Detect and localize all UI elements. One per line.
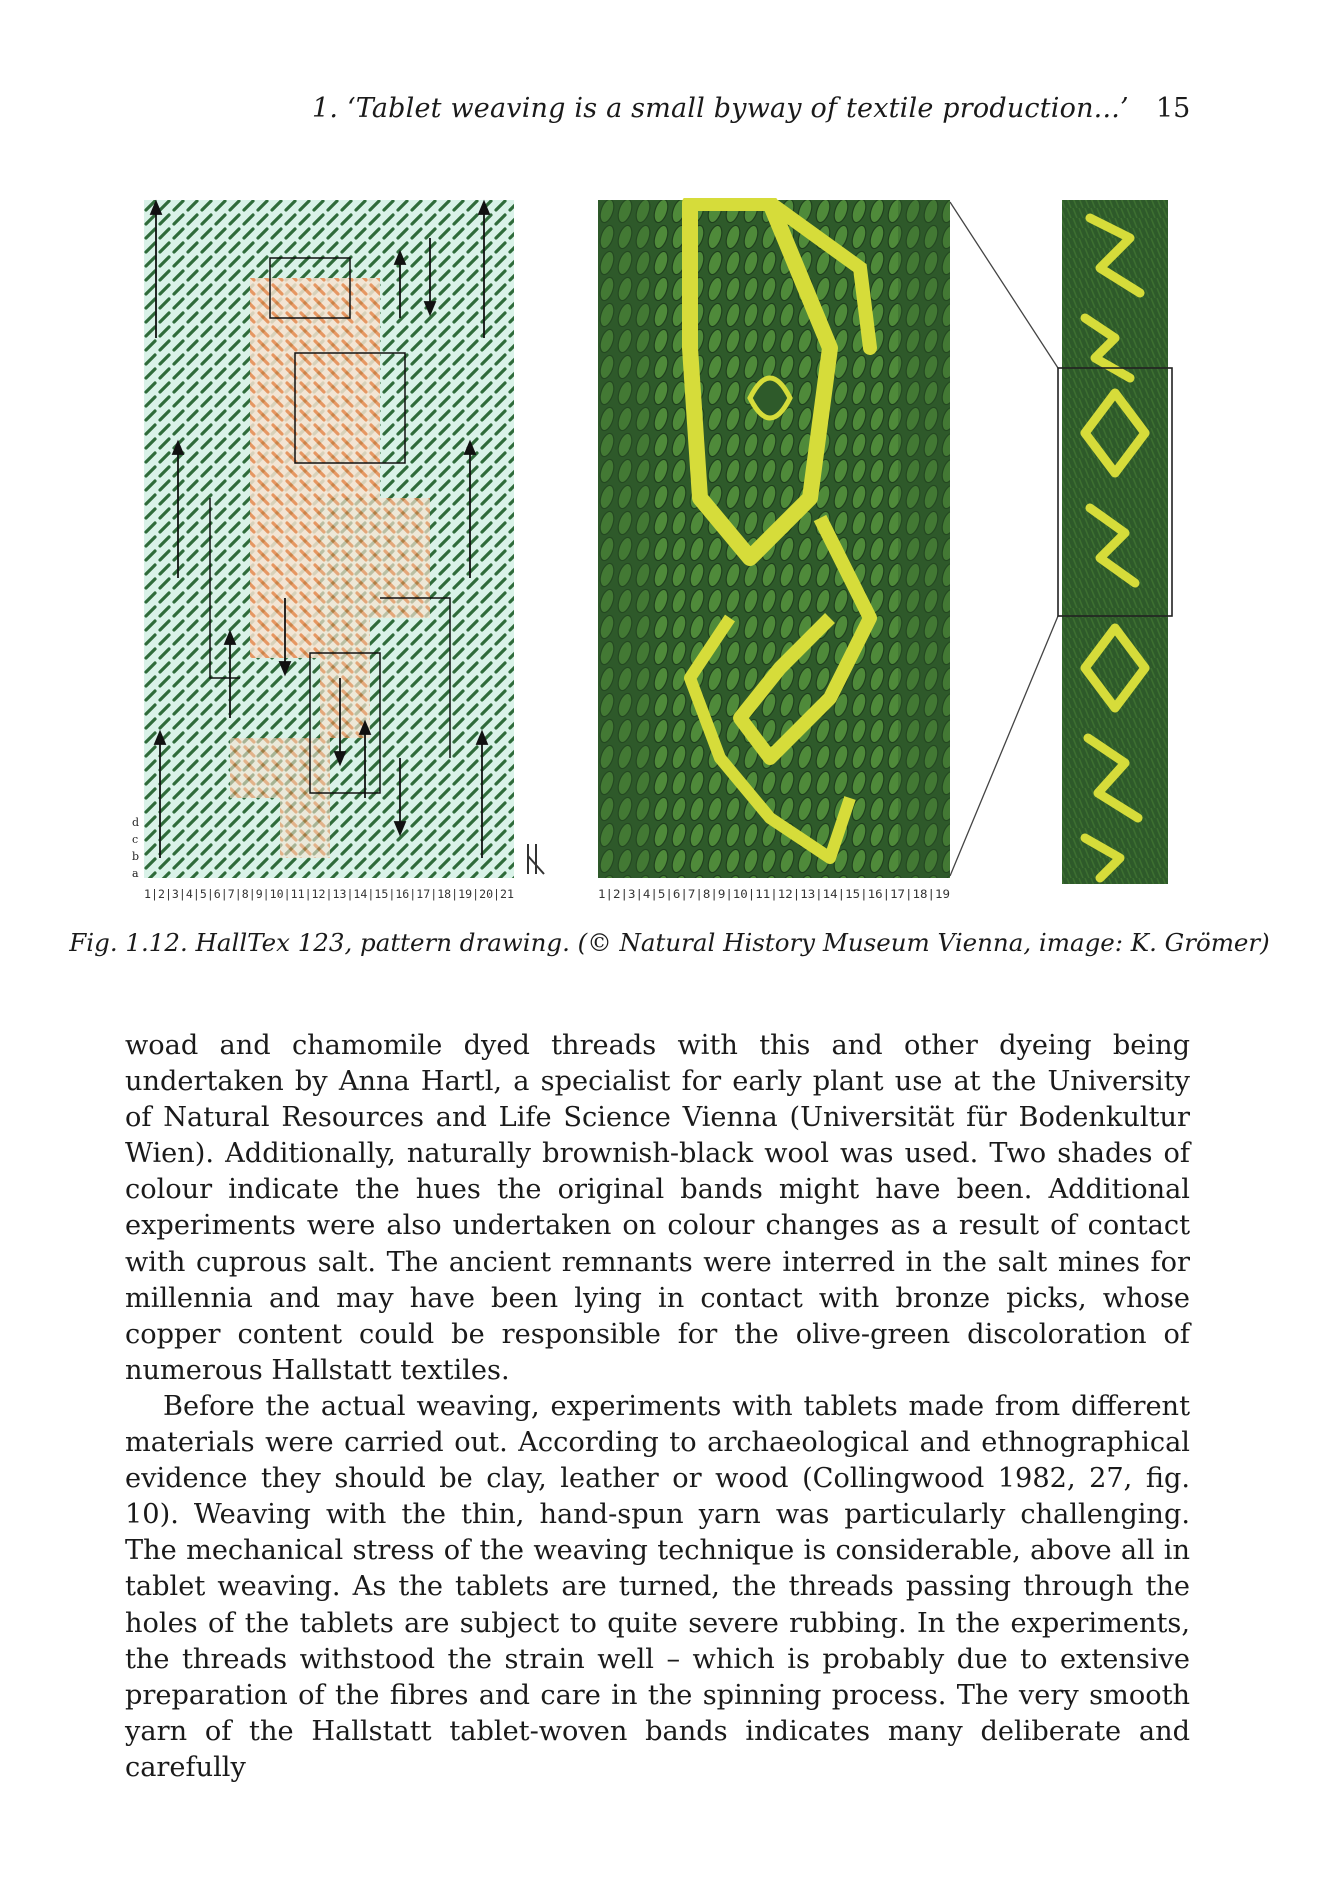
figure-caption: Fig. 1.12. HallTex 123, pattern drawing. (© Natural History Museum Vienna, image: K. Grömer) [69,928,1270,957]
pattern-draft [132,200,544,901]
zoom-connector-line [950,202,1058,368]
body-text [125,1028,1190,1786]
running-head [0,93,1339,133]
left-column-numbers: 1|2|3|4|5|6|7|8|9|10|11|12|13|14|15|16|17|18|19|20|21 [144,887,515,901]
band-diagram [598,200,950,901]
row-label: d [132,816,140,829]
pattern-figure [130,198,1200,910]
figure [130,198,1200,910]
band-photo [1058,200,1172,884]
turning-symbol [528,844,544,874]
right-column-numbers: 1|2|3|4|5|6|7|8|9|10|11|12|13|14|15|16|17|18|19 [598,887,951,901]
row-label: c [132,833,139,846]
paragraph: Before the actual weaving, experiments with tablets made from different materials were carried out. According to archaeological and ethnographical evidence they should be clay, leather or wood (Collingwood 1982, 27, fig. 10). Weaving with the thin, hand-spun yarn was particularly challenging. The mechanical stress of the weaving technique is considerable, above all in tablet weaving. As the tablets are turned, the threads passing through the holes of the tablets are subject to quite severe rubbing. In the experiments, the threads withstood the strain well – which is probably due to extensive preparation of the fibres and care in the spinning process. The very smooth yarn of the Hallstatt tablet-woven bands indicates many deliberate and carefully [125,1390,1190,1783]
paragraph: woad and chamomile dyed threads with this and other dyeing being undertaken by Anna Hartl, a specialist for early plant use at the University of Natural Resources and Life Science Vienna (Universität für Bodenkultur Wien). Additionally, naturally brownish-black wool was used. Two shades of colour indicate the hues the original bands might have been. Additional experiments were also undertaken on colour changes as a result of contact with cuprous salt. The ancient remnants were interred in the salt mines for millennia and may have been lying in contact with bronze picks, whose copper content could be responsible for the olive-green discoloration of numerous Hallstatt textiles. [125,1030,1190,1386]
page-number: 15 [1156,93,1191,124]
zoom-connector-line [950,616,1058,876]
row-label: b [132,850,140,863]
row-label: a [132,867,139,880]
running-head-title: 1. ‘Tablet weaving is a small byway of textile production...’ [312,93,1129,124]
